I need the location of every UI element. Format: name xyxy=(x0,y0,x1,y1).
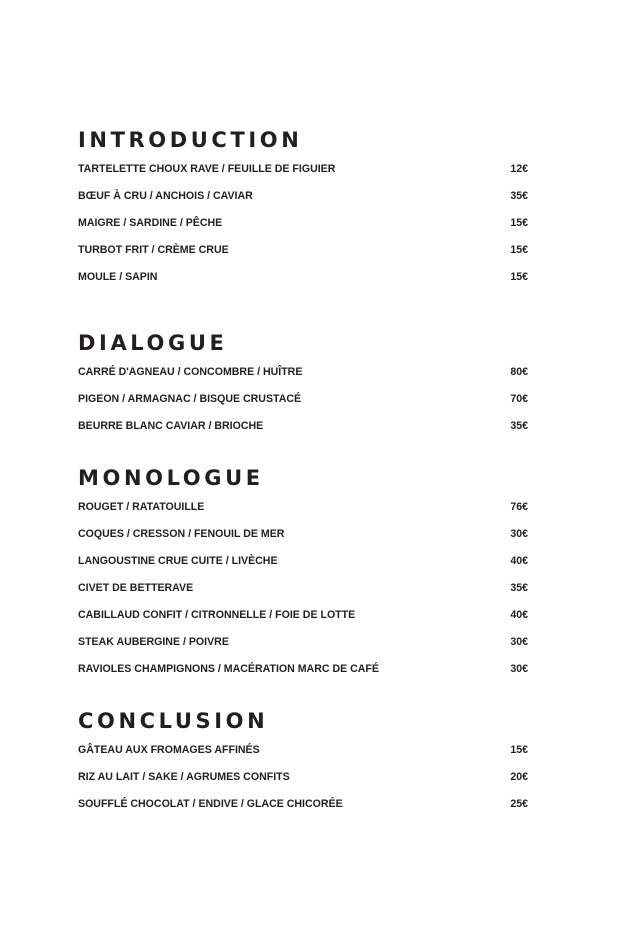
item-price: 25€ xyxy=(510,798,528,810)
menu-item xyxy=(78,413,528,440)
item-list xyxy=(78,359,528,440)
item-price: 80€ xyxy=(510,366,528,378)
menu-item xyxy=(78,764,528,791)
section-title: INTRODUCTION xyxy=(78,128,303,152)
item-price: 12€ xyxy=(510,163,528,175)
section-title: DIALOGUE xyxy=(78,331,228,355)
menu-item xyxy=(78,210,528,237)
menu-item xyxy=(78,494,528,521)
menu-item xyxy=(78,521,528,548)
item-price: 15€ xyxy=(510,271,528,283)
menu-item xyxy=(78,548,528,575)
section-title: MONOLOGUE xyxy=(78,466,264,490)
item-price: 35€ xyxy=(510,420,528,432)
item-name: CIVET DE BETTERAVE xyxy=(78,582,194,594)
item-name: PIGEON / ARMAGNAC / BISQUE CRUSTACÉ xyxy=(78,393,302,405)
item-price: 15€ xyxy=(510,744,528,756)
item-price: 35€ xyxy=(510,582,528,594)
item-price: 40€ xyxy=(510,555,528,567)
section-conclusion xyxy=(78,709,528,818)
item-price: 40€ xyxy=(510,609,528,621)
item-name: SOUFFLÉ CHOCOLAT / ENDIVE / GLACE CHICORÉE xyxy=(78,798,343,810)
section-dialogue xyxy=(78,331,528,440)
item-name: CARRÉ D'AGNEAU / CONCOMBRE / HUÎTRE xyxy=(78,366,303,378)
menu-item xyxy=(78,183,528,210)
item-name: ROUGET / RATATOUILLE xyxy=(78,501,205,513)
item-list xyxy=(78,156,528,291)
menu-item xyxy=(78,264,528,291)
item-name: BŒUF À CRU / ANCHOIS / CAVIAR xyxy=(78,190,253,202)
item-name: MOULE / SAPIN xyxy=(78,271,158,283)
section-title: CONCLUSION xyxy=(78,709,269,733)
item-name: STEAK AUBERGINE / POIVRE xyxy=(78,636,229,648)
item-price: 35€ xyxy=(510,190,528,202)
item-name: MAIGRE / SARDINE / PÊCHE xyxy=(78,217,223,229)
item-price: 30€ xyxy=(510,663,528,675)
item-price: 30€ xyxy=(510,636,528,648)
menu-item xyxy=(78,386,528,413)
menu-item xyxy=(78,791,528,818)
menu-item xyxy=(78,656,528,683)
section-monologue xyxy=(78,466,528,683)
menu-item xyxy=(78,602,528,629)
item-price: 15€ xyxy=(510,244,528,256)
menu-item xyxy=(78,237,528,264)
item-name: COQUES / CRESSON / FENOUIL DE MER xyxy=(78,528,285,540)
item-name: BEURRE BLANC CAVIAR / BRIOCHE xyxy=(78,420,264,432)
item-name: CABILLAUD CONFIT / CITRONNELLE / FOIE DE LOTTE xyxy=(78,609,356,621)
item-price: 20€ xyxy=(510,771,528,783)
menu-item xyxy=(78,575,528,602)
item-name: RAVIOLES CHAMPIGNONS / MACÉRATION MARC DE CAFÉ xyxy=(78,663,379,675)
item-price: 30€ xyxy=(510,528,528,540)
item-name: TARTELETTE CHOUX RAVE / FEUILLE DE FIGUIER xyxy=(78,163,336,175)
item-price: 76€ xyxy=(510,501,528,513)
item-name: LANGOUSTINE CRUE CUITE / LIVÈCHE xyxy=(78,555,278,567)
section-introduction xyxy=(78,128,528,291)
item-name: TURBOT FRIT / CRÈME CRUE xyxy=(78,244,229,256)
item-price: 15€ xyxy=(510,217,528,229)
item-price: 70€ xyxy=(510,393,528,405)
menu-item xyxy=(78,359,528,386)
item-list xyxy=(78,737,528,818)
menu-item xyxy=(78,629,528,656)
menu-item xyxy=(78,737,528,764)
item-name: RIZ AU LAIT / SAKE / AGRUMES CONFITS xyxy=(78,771,290,783)
item-name: GÂTEAU AUX FROMAGES AFFINÉS xyxy=(78,744,260,756)
item-list xyxy=(78,494,528,683)
menu-item xyxy=(78,156,528,183)
